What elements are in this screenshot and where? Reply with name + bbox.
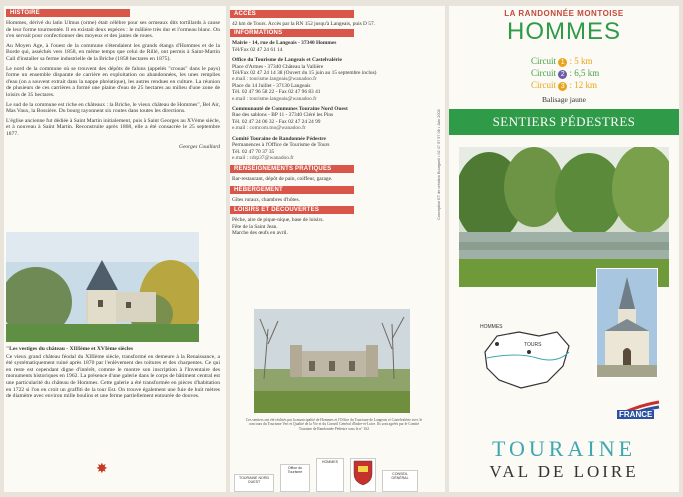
practical-header: RENSEIGNEMENTS PRATIQUES xyxy=(230,165,354,173)
lake-photo xyxy=(459,147,669,287)
community-title: Communauté de Communes Touraine Nord Ouest xyxy=(232,106,348,113)
hiking-committee-email[interactable]: e.mail : cdrp37@wanadoo.fr xyxy=(232,154,294,161)
hiking-committee-text: Permanences à l'Office de Tourisme de Tours xyxy=(232,142,330,149)
langeais-email[interactable]: e.mail : tourisme.langeais@wanadoo.fr xyxy=(232,95,317,102)
info-panel xyxy=(230,6,445,492)
cover-panel xyxy=(449,6,679,492)
circuit-item: Circuit 2 : 6,5 km xyxy=(531,68,600,78)
castle-ruins-photo xyxy=(254,309,410,413)
lodging-text: Gîtes ruraux, chambres d'hôtes. xyxy=(232,196,300,203)
hiking-committee-block xyxy=(232,136,435,162)
location-map xyxy=(477,322,577,392)
history-header: HISTOIRE xyxy=(6,9,130,17)
community-phone: Tél. 02 47 24 06 32 - Fax 02 47 24 24 99 xyxy=(232,118,321,125)
leisure-item: Pêche, aire de pique-nique, base de loisirs. xyxy=(232,217,324,224)
france-logo xyxy=(617,400,661,422)
collection-title: LA RANDONNÉE MONTOISE xyxy=(504,9,624,18)
leisure-header: LOISIRS ET DÉCOUVERTES xyxy=(230,206,354,214)
circuit-list xyxy=(531,55,599,91)
mairie-block xyxy=(232,40,435,53)
vestiges-title: "Les vestiges du château - XIIIème et XVIème siècles xyxy=(6,346,134,352)
history-paragraph: Au Moyen Age, à l'ouest de la commune s'étendaient les grands étangs d'Hommes et de la Borde qui, asséchés vers 1858, en même temps que celui de Rillé, ont permis à Saint-Martin Cail d'installer sa ferme industrielle de la Briche (1858 hectares en 1875). xyxy=(6,42,220,62)
langeais-address: Place du 14 Juillet - 37130 Langeais xyxy=(232,82,311,89)
credits-text: Ces sentiers ont été réalisés par la municipalité de Hommes et l'Office du Tourisme de Langeais et Castelvalérie avec le concours du Tourisme Vert et Qualité de la Vie et du Conseil Général d'Indre-et-Loire. Ils sont agréés par le Comité Touraine de Randonnée Pédestre sous le n° 162 xyxy=(245,418,423,431)
circuit-item: Circuit 1 : 5 km xyxy=(531,56,593,66)
community-block xyxy=(232,106,435,132)
map-label-hommes: HOMMES xyxy=(480,324,503,330)
sponsor-logos xyxy=(234,458,418,492)
author-signature: Georges Couillard xyxy=(179,143,220,150)
leisure-item: Fête de la Saint Jean. xyxy=(232,223,278,230)
maple-leaf-icon: ✸ xyxy=(96,462,108,477)
history-paragraph: L'église ancienne fut dédiée à Saint Martin initialement, puis à Saint Georges au XVème siècle, et à nouveau à Saint Martin. Reconstruite après 1868, elle a été consacrée le 25 septembre 1877. xyxy=(6,117,220,137)
history-paragraph: Le sud de la commune est riche en châteaux : la Briche, le vieux château de Hommes", Bel Air, Mas Vaux, la Bossière. Du bourg rayonnent six routes dans toutes les directions. xyxy=(6,101,220,115)
balisage-text: Balisage jaune xyxy=(542,95,586,104)
castle-tower-photo xyxy=(6,232,199,342)
trails-band: SENTIERS PÉDESTRES xyxy=(449,109,679,135)
lodging-header: HÉBERGEMENT xyxy=(230,186,354,194)
region-title: TOURAINE xyxy=(491,436,637,461)
sponsor-logo: Office du Tourisme xyxy=(280,464,310,492)
mairie-phone: Tél/Fax 02 47 24 61 14 xyxy=(232,46,283,53)
vestiges-section xyxy=(6,346,220,403)
tourism-office-title: Office du Tourisme de Langeais et Castelvalérie xyxy=(232,57,342,64)
sponsor-logo: CONSEIL GÉNÉRAL xyxy=(382,470,418,492)
hiking-committee-phone: Tél. 02 47 70 37 35 xyxy=(232,148,275,155)
print-credit-vertical: Conception ET de création Bourgueil • 02 47 97 97 08 • Juin 2003 xyxy=(437,109,441,220)
info-header: INFORMATIONS xyxy=(230,29,354,37)
langeais-phone: Tél. 02 47 96 58 22 - Fax 02 47 96 83 41 xyxy=(232,89,321,96)
acces-header: ACCÈS xyxy=(230,10,354,18)
hiking-committee-title: Comité Touraine de Randonnée Pédestre xyxy=(232,135,326,142)
history-paragraph: Hommes, dérivé du latin Ulmus (orme) était célèbre pour ses ormeaux dits tortillards à cause de leur forme tourmentée. Il en existait deux espèces : le mâlière très dur et l'ormeau blanc. On s'en servait pour confectionner des moyeux et des jantes de roues. xyxy=(6,20,220,40)
circuit-item: Circuit 3 : 12 km xyxy=(531,80,598,90)
sponsor-logo: HOMMES xyxy=(316,458,344,492)
tourism-office-block xyxy=(232,57,435,102)
tourism-office-email[interactable]: e.mail : tourisme.langeais@wanadoo.fr xyxy=(232,76,317,83)
town-title: HOMMES xyxy=(507,18,621,45)
map-label-tours: TOURS xyxy=(524,342,542,348)
vestiges-text: Ce vieux grand château féodal du XIIIème siècle, transformé en demeure à la Renaissance, a été systématiquement ruiné après 1870 par l'enlèvement des toitures et des charpentes. Ce qui en reste est cependant digne d'intérêt, comme le montre son inscription à l'Inventaire des monuments historiques en 1962. La présence d'une galerie dans le corps de bâtiment central est une particularité du château de Hommes. Cette galerie a été transformée en pièces d'habitation en 1722 si l'on en croit un graffiti de la tour Est. On trouve également une fuie de huit mètres de diamètre avec environ mille boulins et une ferme partiellement entourée de douves. xyxy=(6,353,220,400)
coat-of-arms-icon xyxy=(350,458,376,492)
france-logo-text: FRANCE xyxy=(619,410,653,419)
sponsor-logo: TOURAINE NORD OUEST xyxy=(234,474,274,492)
community-email[interactable]: e.mail : comcom.tno@wanadoo.fr xyxy=(232,125,306,132)
tourism-office-phone: Tél/Fax 02 47 24 14 38 (Ouvert du 15 juin au 15 septembre inclus) xyxy=(232,70,377,77)
history-section xyxy=(6,9,220,150)
community-address: Rue des sablons - BP 11 - 37340 Cléré les Pins xyxy=(232,112,334,119)
mairie-address: Mairie - 14, rue de Langeais - 37340 Hommes xyxy=(232,40,337,47)
region-subtitle: VAL DE LOIRE xyxy=(489,462,639,481)
leisure-item: Marche des œufs en avril. xyxy=(232,229,288,236)
acces-text: 42 km de Tours. Accès par la RN 152 jusqu'à Langeais, puis D 57. xyxy=(232,21,376,27)
church-photo xyxy=(596,268,658,378)
history-panel xyxy=(4,6,226,492)
info-column xyxy=(230,10,435,236)
history-paragraph: Le nord de la commune où se trouvent des dépôts de faluns (appelés "crouas" dans le pays) forme un ensemble disparate de carrière en exploitation ou abandonnées, les unes remplies d'eau (on a souvent extrait dans la nappe phréatique), les autres rendues en culture. La réunion de plusieurs de ces carrières a formé une plaine d'eau de 25 hectares au milieu d'une zone de loisirs de 35 hectares. xyxy=(6,65,220,98)
practical-text: Bar-restaurant, dépôt de pain, coiffeur, garage. xyxy=(232,176,333,183)
tourism-office-address: Place d'Armes - 37340 Château la Vallière xyxy=(232,63,324,70)
